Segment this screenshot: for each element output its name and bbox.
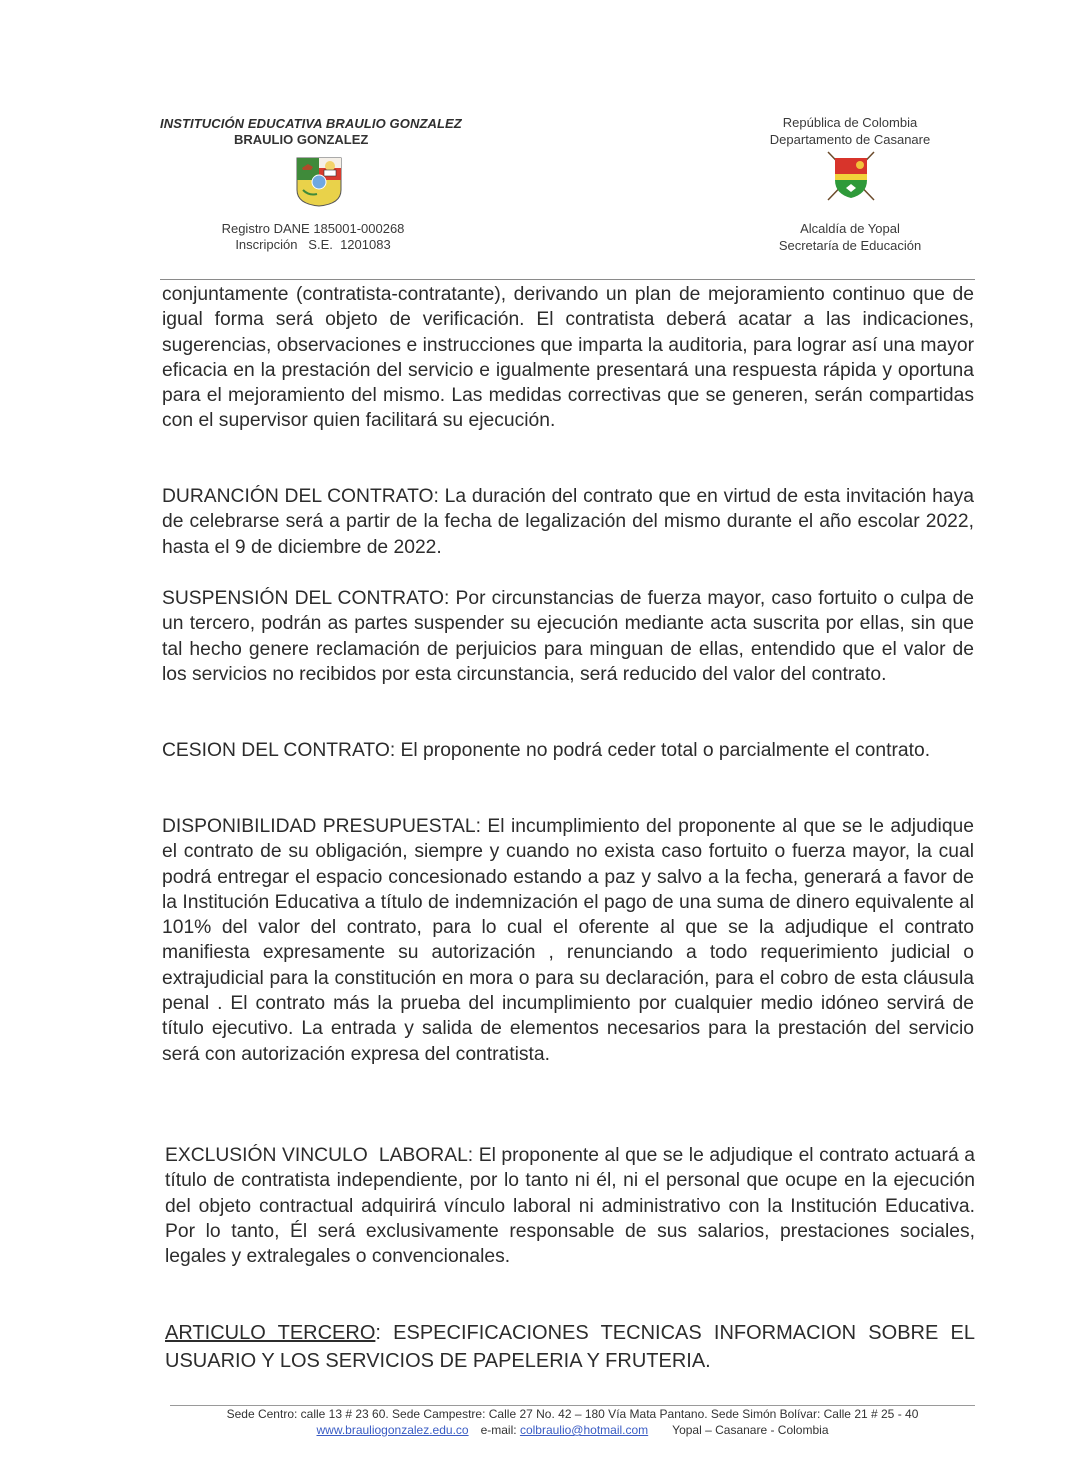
municipality-info xyxy=(740,220,960,254)
alcaldia-label: Alcaldía de Yopal xyxy=(800,221,900,236)
article-title: ARTICULO TERCERO xyxy=(165,1322,376,1344)
paragraph-text: conjuntamente (contratista-contratante), derivando un plan de mejoramiento continuo que de igual forma será objeto de verificación. El contratista deberá acatar a las indicaciones, sugerencias, observaciones e instrucciones que imparta la auditoria, para lograr así una mayor eficacia en la prestación del servicio e igualmente presentará una respuesta rápida y oportuna para el mejoramiento del mismo. Las medidas correctivas que se generen, serán compartidas con el supervisor quien facilitará su ejecución. xyxy=(162,284,974,432)
article-tercero xyxy=(165,1319,975,1375)
section-suspension xyxy=(162,586,974,687)
section-heading: DURANCIÓN DEL CONTRATO xyxy=(162,486,434,507)
letterhead-right xyxy=(740,114,960,148)
section-cesion xyxy=(162,738,974,763)
footer-addresses: Sede Centro: calle 13 # 23 60. Sede Campestre: Calle 27 No. 42 – 180 Vía Mata Pantano. Sede Simón Bolívar: Calle 21 # 25 - 40 xyxy=(226,1407,919,1421)
section-text: : Por circunstancias de fuerza mayor, caso fortuito o culpa de un tercero, podrán as partes suspender su ejecución mediante acta suscrita por ellas, sin que tal hecho genere reclamación de perjuicios para minguan de ellas, entendido que el valor de los servicios no recibidos por esta circunstancia, será reducido del valor del contrato. xyxy=(162,588,974,685)
section-disponibilidad xyxy=(162,814,974,1067)
email-label: e-mail: xyxy=(480,1423,517,1437)
registration-info xyxy=(160,221,466,253)
section-heading: SUSPENSIÓN DEL CONTRATO xyxy=(162,588,444,609)
inscripcion: Inscripción S.E. 1201083 xyxy=(235,237,391,252)
section-duracion xyxy=(162,484,974,560)
footer-contact xyxy=(150,1423,995,1437)
registro-dane: Registro DANE 185001-000268 xyxy=(221,221,405,236)
section-text: : La duración del contrato que en virtud de esta invitación haya de celebrarse será a partir de la fecha de legalización del mismo durante el año escolar 2022, hasta el 9 de diciembre de 2022. xyxy=(162,486,974,558)
section-exclusion xyxy=(165,1143,975,1269)
paragraph-continuation xyxy=(162,282,974,434)
email-link[interactable]: colbraulio@hotmail.com xyxy=(519,1423,649,1437)
letterhead-left xyxy=(160,116,505,147)
republic-label: República de Colombia xyxy=(782,115,918,130)
section-heading: DISPONIBILIDAD PRESUPUESTAL xyxy=(162,816,476,837)
casanare-coat-of-arms-icon xyxy=(820,150,882,202)
department-label: Departamento de Casanare xyxy=(769,132,931,147)
footer-divider xyxy=(170,1405,975,1406)
institution-subtitle: BRAULIO GONZALEZ xyxy=(234,132,369,147)
section-heading: EXCLUSIÓN VINCULO LABORAL xyxy=(165,1145,468,1166)
section-text: : El incumplimiento del proponente al que se le adjudique el contrato de su obligación, siempre y cuando no exista caso fortuito o fuerza mayor, la cual podrá entregar el espacio concesionado estando a paz y salvo a la fecha, generará a favor de la Institución Educativa a título de indemnización el pago de una suma de dinero equivalente al 101% del valor del contrato, para lo cual el oferente al que se la adjudique el contrato manifiesta expresamente su autorización , renunciando a todo requerimiento judicial o extrajudicial para la constitución en mora o para su declaración, para el cobro de esta cláusula penal . El contrato más la prueba del incumplimiento por cualquier medio idóneo servirá de título ejecutivo. La entrada y salida de elementos necesarios para la prestación del servicio será con autorización expresa del contratista. xyxy=(162,816,974,1065)
secretaria-label: Secretaría de Educación xyxy=(778,238,922,253)
website-link[interactable]: www.brauliogonzalez.edu.co xyxy=(316,1423,469,1437)
section-text: : El proponente al que se le adjudique el contrato actuará a título de contratista independiente, por lo tanto ni él, ni el personal que ocupe en la ejecución del objeto contractual adquirirá vínculo laboral ni administrativo con la Institución Educativa. Por lo tanto, Él será exclusivamente responsable de sus salarios, prestaciones sociales, legales y extralegales o convencionales. xyxy=(165,1145,975,1268)
section-text: : El proponente no podrá ceder total o parcialmente el contrato. xyxy=(389,740,931,761)
school-shield-icon xyxy=(295,156,343,208)
article-text: : ESPECIFICACIONES TECNICAS INFORMACION SOBRE EL USUARIO Y LOS SERVICIOS DE PAPELERIA Y FRUTERIA. xyxy=(165,1322,975,1372)
institution-title: INSTITUCIÓN EDUCATIVA BRAULIO GONZALEZ xyxy=(160,116,462,131)
footer-location: Yopal – Casanare - Colombia xyxy=(672,1423,829,1437)
section-heading: CESION DEL CONTRATO xyxy=(162,740,390,761)
header-divider xyxy=(160,279,975,280)
